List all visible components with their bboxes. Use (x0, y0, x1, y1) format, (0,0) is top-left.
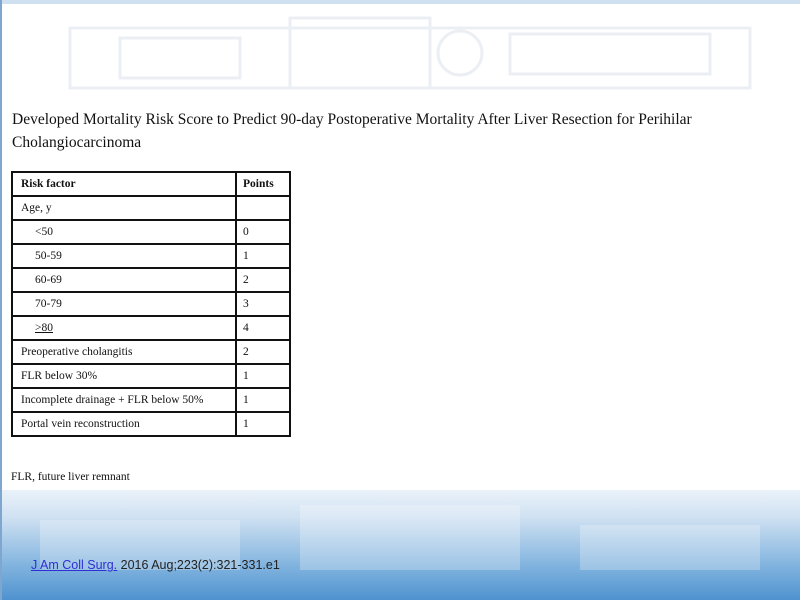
risk-factor-cell: Incomplete drainage + FLR below 50% (12, 388, 236, 412)
table-row (12, 364, 290, 388)
table-row (12, 244, 290, 268)
page-title: Developed Mortality Risk Score to Predict 90-day Postoperative Mortality After Liver Resection for Perihilar Cholangiocarcinoma (12, 111, 692, 151)
table-row (12, 196, 290, 220)
points-cell: 4 (236, 316, 290, 340)
table-row (12, 292, 290, 316)
left-border (0, 0, 2, 600)
citation-details: 2016 Aug;223(2):321-331.e1 (117, 558, 280, 572)
risk-factor-cell: FLR below 30% (12, 364, 236, 388)
risk-factor-cell: 50-59 (12, 244, 236, 268)
risk-factor-cell: <50 (12, 220, 236, 244)
risk-factor-cell: Age, y (12, 196, 236, 220)
points-cell (236, 196, 290, 220)
table-header-row (12, 172, 290, 196)
risk-factor-cell (12, 316, 236, 340)
points-cell: 2 (236, 340, 290, 364)
table-row (12, 340, 290, 364)
points-cell: 1 (236, 244, 290, 268)
top-border (0, 0, 800, 4)
risk-factor-cell: Preoperative cholangitis (12, 340, 236, 364)
citation (31, 558, 280, 572)
points-cell: 1 (236, 364, 290, 388)
points-cell: 3 (236, 292, 290, 316)
risk-factor-cell: 60-69 (12, 268, 236, 292)
table-row (12, 220, 290, 244)
table-row (12, 412, 290, 436)
points-cell: 2 (236, 268, 290, 292)
points-cell: 1 (236, 412, 290, 436)
watermark-building-image (60, 8, 760, 92)
table-row (12, 388, 290, 412)
points-cell: 1 (236, 388, 290, 412)
table-row (12, 316, 290, 340)
risk-factor-cell: Portal vein reconstruction (12, 412, 236, 436)
risk-factor-cell: 70-79 (12, 292, 236, 316)
column-header-points: Points (236, 172, 290, 196)
risk-factor-label: >80 (35, 322, 53, 334)
column-header-risk-factor: Risk factor (12, 172, 236, 196)
points-cell: 0 (236, 220, 290, 244)
table-row (12, 268, 290, 292)
journal-link[interactable]: J Am Coll Surg. (31, 558, 118, 572)
risk-score-table (11, 171, 291, 437)
table-footnote: FLR, future liver remnant (11, 471, 130, 483)
